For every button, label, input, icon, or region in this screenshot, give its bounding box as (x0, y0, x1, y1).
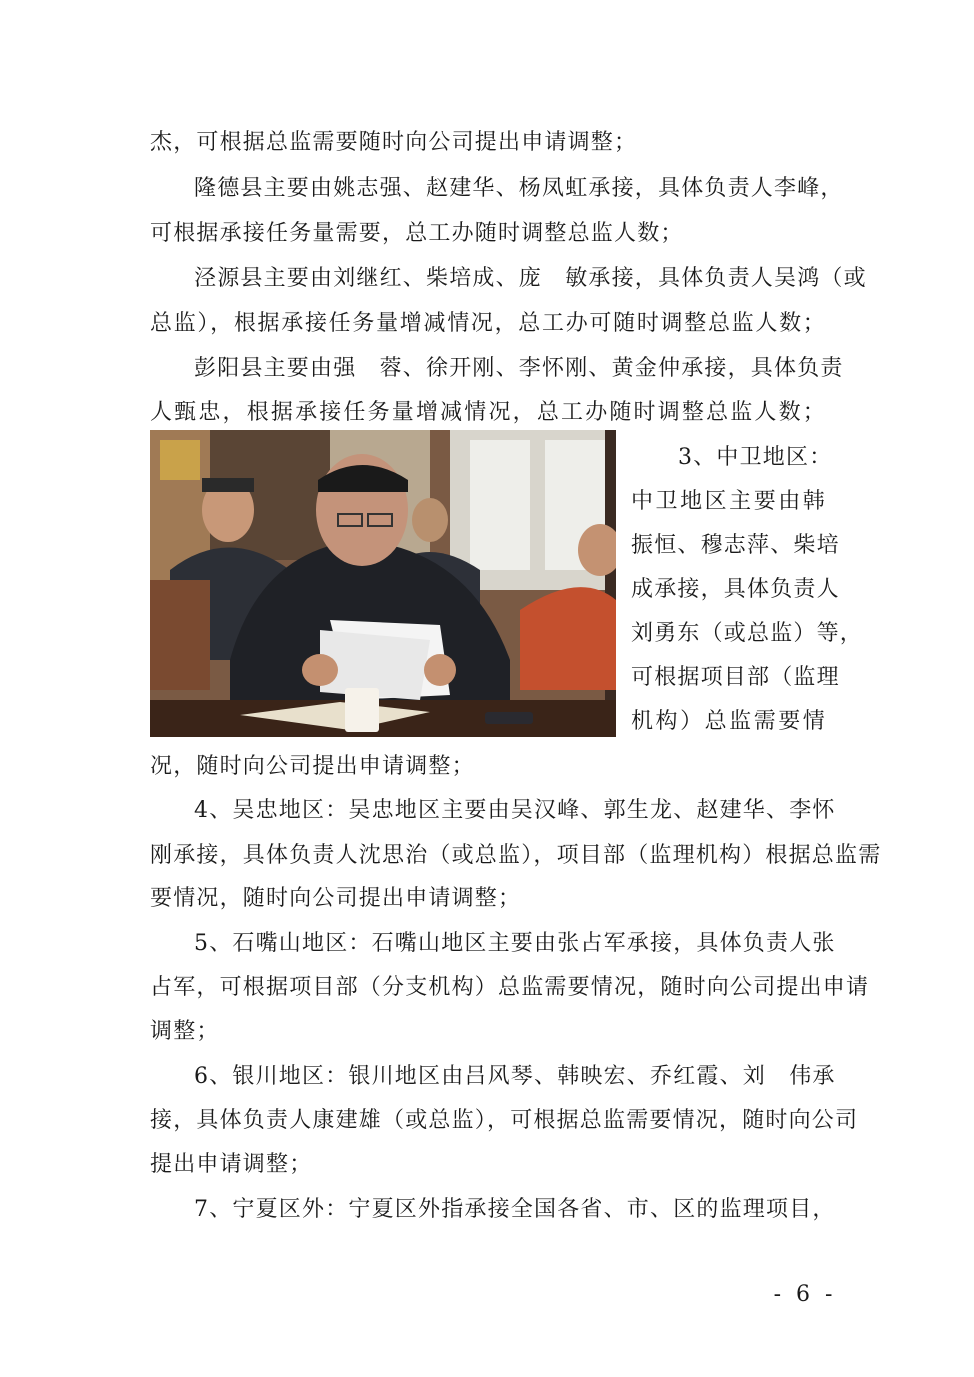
text-line-12: 刘勇东（或总监）等， (631, 621, 864, 646)
section-heading-zhongwei: 3、中卫地区： (678, 445, 833, 470)
text-line-9: 中卫地区主要由韩 (631, 489, 826, 514)
text-line-19: 5、石嘴山地区：石嘴山地区主要由张占军承接，具体负责人张 (194, 931, 836, 956)
text-line-20: 占军，可根据项目部（分支机构）总监需要情况，随时向公司提出申请 (150, 975, 870, 1000)
text-line-18: 要情况，随时向公司提出申请调整； (150, 886, 522, 911)
text-line-7: 人甄忠，根据承接任务量增减情况，总工办随时调整总监人数； (150, 400, 826, 425)
text-line-24: 提出申请调整； (150, 1152, 313, 1177)
page-number: - 6 - (773, 1282, 837, 1307)
text-line-3: 可根据承接任务量需要，总工办随时调整总监人数； (150, 221, 684, 246)
text-line-17: 刚承接，具体负责人沈思治（或总监），项目部（监理机构）根据总监需 (150, 843, 882, 868)
text-line-4: 泾源县主要由刘继红、柴培成、庞 敏承接，具体负责人吴鸿（或 (194, 266, 867, 291)
text-line-21: 调整； (150, 1019, 220, 1044)
text-line-15: 况，随时向公司提出申请调整； (150, 754, 475, 779)
text-line-16: 4、吴忠地区：吴忠地区主要由吴汉峰、郭生龙、赵建华、李怀 (194, 798, 836, 823)
meeting-photo (150, 430, 616, 737)
text-line-22: 6、银川地区：银川地区由吕风琴、韩映宏、乔红霞、刘 伟承 (194, 1064, 836, 1089)
text-line-2: 隆德县主要由姚志强、赵建华、杨凤虹承接，具体负责人李峰， (194, 176, 844, 201)
text-line-11: 成承接，具体负责人 (631, 577, 840, 602)
text-line-23: 接，具体负责人康建雄（或总监），可根据总监需要情况，随时向公司 (150, 1108, 859, 1133)
meeting-photo-icon (150, 430, 616, 737)
text-line-13: 可根据项目部（监理 (631, 665, 840, 690)
text-line-14: 机构）总监需要情 (631, 709, 826, 734)
text-line-10: 振恒、穆志萍、柴培 (631, 533, 840, 558)
text-line-5: 总监），根据承接任务量增减情况，总工办可随时调整总监人数； (150, 311, 826, 336)
text-line-1: 杰，可根据总监需要随时向公司提出申请调整； (150, 130, 638, 155)
text-line-25: 7、宁夏区外：宁夏区外指承接全国各省、市、区的监理项目， (194, 1197, 836, 1222)
text-line-6: 彭阳县主要由强 蓉、徐开刚、李怀刚、黄金仲承接，具体负责 (194, 356, 844, 381)
